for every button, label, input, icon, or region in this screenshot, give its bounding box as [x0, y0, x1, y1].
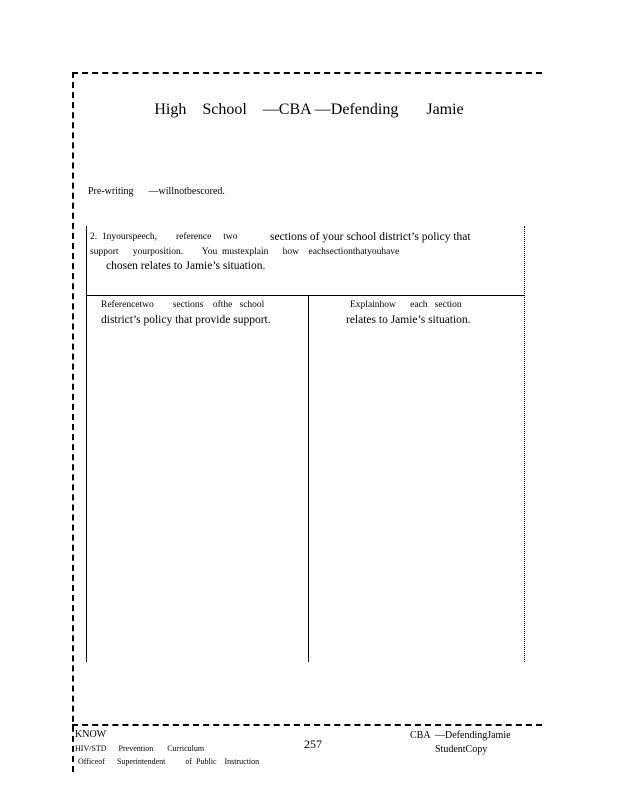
question-line-1a: 2. 1nyourspeech, reference two	[90, 232, 238, 242]
prewriting-note: Pre-writing —willnotbescored.	[88, 186, 225, 197]
right-column-line-1: Explainhow each section	[350, 300, 462, 310]
question-divider	[86, 295, 524, 296]
page-number: 257	[304, 737, 322, 751]
footer-border	[72, 724, 542, 726]
question-line-2: support yourposition. You mustexplain how eachsectionthatyouhave	[90, 247, 400, 257]
question-box-left	[86, 226, 87, 662]
footer-student-copy: StudentCopy	[435, 744, 488, 755]
top-border	[72, 72, 542, 74]
footer-curriculum: HIV/STD Prevention Curriculum	[75, 744, 205, 753]
left-column-line-2: district’s policy that provide support.	[101, 314, 271, 326]
footer-office: Officeof Superintendent of Public Instruction	[78, 757, 260, 766]
question-box-right	[524, 226, 525, 662]
left-column-line-1: Referencetwo sections ofthe school	[101, 300, 265, 310]
question-line-1b: sections of your school district’s policy that	[270, 231, 471, 243]
page-title: High School —CBA —Defending Jamie	[154, 101, 464, 118]
footer-cba: CBA —DefendingJamie	[410, 730, 511, 741]
question-line-3: chosen relates to Jamie’s situation.	[106, 260, 266, 272]
footer-know: KNOW	[75, 729, 107, 740]
left-border	[72, 72, 74, 772]
right-column-line-2: relates to Jamie’s situation.	[346, 314, 471, 326]
column-divider	[308, 295, 309, 662]
